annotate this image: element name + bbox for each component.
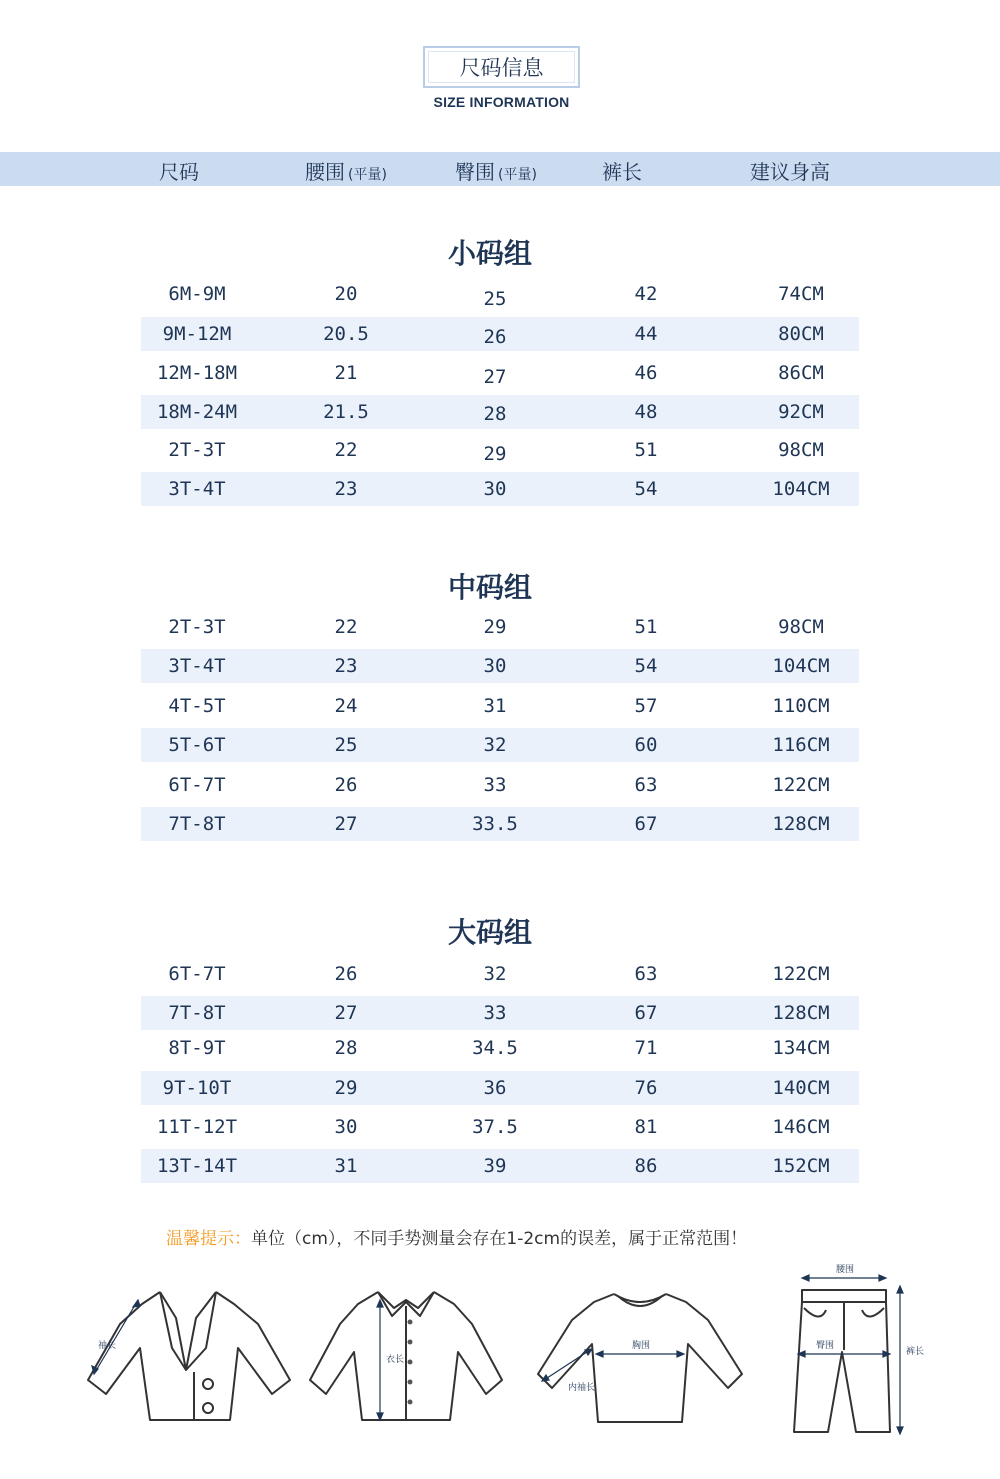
hip-cell: 30: [483, 655, 507, 677]
height-cell: 146CM: [772, 1116, 830, 1138]
size-cell: 11T-12T: [156, 1116, 238, 1138]
hip-cell: 27: [483, 366, 507, 388]
table-row: [141, 1071, 859, 1105]
waist-cell: 27: [334, 1002, 358, 1024]
waist-label: 腰围: [305, 160, 345, 184]
waist-cell: 23: [334, 478, 358, 500]
sleeve-length-label: 袖长: [98, 1341, 117, 1351]
coat-length-label: 衣长: [386, 1355, 405, 1365]
height-cell: 86CM: [778, 362, 824, 384]
page-title-text: 尺码信息: [459, 56, 544, 80]
length-cell: 60: [634, 734, 658, 756]
size-cell: 8T-9T: [168, 1037, 226, 1059]
height-cell: 128CM: [772, 813, 830, 835]
tip-text: 单位（cm），不同手势测量会存在1-2cm的误差，属于正常范围！: [251, 1229, 748, 1249]
waist-cell: 21: [334, 362, 358, 384]
height-cell: 74CM: [778, 283, 824, 305]
table-row: [141, 768, 859, 802]
height-cell: 104CM: [772, 478, 830, 500]
hip-cell: 29: [483, 443, 507, 465]
table-row: [141, 957, 859, 991]
tee-illustration: [532, 1262, 752, 1432]
waist-cell: 26: [334, 774, 358, 796]
height-cell: 128CM: [772, 1002, 830, 1024]
table-row: [141, 356, 859, 390]
hip-cell: 32: [483, 734, 507, 756]
table-row: [141, 610, 859, 644]
waist-cell: 25: [334, 734, 358, 756]
size-cell: 9T-10T: [162, 1077, 232, 1099]
length-cell: 63: [634, 963, 658, 985]
column-header-height: 建议身高: [750, 160, 830, 184]
waist-note: (平量): [348, 167, 387, 183]
size-cell: 7T-8T: [168, 813, 226, 835]
chest-label: 胸围: [632, 1341, 651, 1351]
hip-cell: 39: [483, 1155, 507, 1177]
waist-cell: 30: [334, 1116, 358, 1138]
shirt-illustration: [306, 1262, 506, 1432]
jacket-illustration: [82, 1262, 302, 1432]
pants-length-label: 裤长: [906, 1347, 925, 1357]
hip-cell: 34.5: [472, 1037, 518, 1059]
table-row: [141, 728, 859, 762]
hip-cell: 36: [483, 1077, 507, 1099]
size-cell: 4T-5T: [168, 695, 226, 717]
height-cell: 140CM: [772, 1077, 830, 1099]
waist-cell: 22: [334, 439, 358, 461]
page-title: [423, 46, 580, 88]
table-row: [141, 996, 859, 1030]
tshirt-icon: [532, 1262, 752, 1432]
waist-cell: 31: [334, 1155, 358, 1177]
length-cell: 51: [634, 616, 658, 638]
length-cell: 63: [634, 774, 658, 796]
length-cell: 54: [634, 478, 658, 500]
hip-cell: 28: [483, 403, 507, 425]
waist-cell: 20.5: [323, 323, 369, 345]
waist-label-illus: 腰围: [836, 1265, 855, 1275]
column-header-waist: [305, 156, 387, 185]
height-cell: 134CM: [772, 1037, 830, 1059]
column-header-size: 尺码: [159, 160, 199, 184]
hip-cell: 31: [483, 695, 507, 717]
height-cell: 116CM: [772, 734, 830, 756]
length-cell: 57: [634, 695, 658, 717]
length-cell: 81: [634, 1116, 658, 1138]
waist-cell: 27: [334, 813, 358, 835]
column-header-length: 裤长: [602, 160, 642, 184]
group-title-large: 大码组: [447, 916, 532, 949]
height-cell: 152CM: [772, 1155, 830, 1177]
column-header-band: [0, 152, 1000, 186]
size-cell: 13T-14T: [156, 1155, 238, 1177]
size-cell: 6M-9M: [168, 283, 226, 305]
table-row: [141, 433, 859, 467]
size-cell: 9M-12M: [162, 323, 232, 345]
size-cell: 3T-4T: [168, 655, 226, 677]
size-cell: 12M-18M: [156, 362, 238, 384]
table-row: [141, 689, 859, 723]
waist-cell: 26: [334, 963, 358, 985]
length-cell: 46: [634, 362, 658, 384]
length-cell: 51: [634, 439, 658, 461]
height-cell: 98CM: [778, 616, 824, 638]
inner-sleeve-label: 内袖长: [568, 1383, 596, 1393]
shirt-icon: [306, 1262, 506, 1432]
group-title-medium: 中码组: [447, 571, 532, 604]
tip-lead: 温馨提示：: [166, 1229, 251, 1249]
waist-cell: 22: [334, 616, 358, 638]
hip-cell: 26: [483, 326, 507, 348]
pants-illustration: [780, 1262, 940, 1442]
length-cell: 54: [634, 655, 658, 677]
jacket-icon: [82, 1262, 302, 1432]
hip-cell: 32: [483, 963, 507, 985]
table-row: [141, 1031, 859, 1065]
hip-cell: 25: [483, 288, 507, 310]
measurement-tip: [166, 1224, 747, 1249]
length-cell: 67: [634, 1002, 658, 1024]
table-row: [141, 317, 859, 351]
length-cell: 86: [634, 1155, 658, 1177]
group-title-small: 小码组: [447, 237, 532, 270]
length-cell: 44: [634, 323, 658, 345]
hip-cell: 33: [483, 774, 507, 796]
length-cell: 48: [634, 401, 658, 423]
column-header-hip: [455, 156, 537, 185]
height-cell: 92CM: [778, 401, 824, 423]
hip-cell: 29: [483, 616, 507, 638]
length-cell: 71: [634, 1037, 658, 1059]
waist-cell: 24: [334, 695, 358, 717]
waist-cell: 20: [334, 283, 358, 305]
size-cell: 5T-6T: [168, 734, 226, 756]
height-cell: 122CM: [772, 774, 830, 796]
table-row: [141, 807, 859, 841]
waist-cell: 29: [334, 1077, 358, 1099]
hip-note: (平量): [498, 167, 537, 183]
height-cell: 110CM: [772, 695, 830, 717]
size-cell: 3T-4T: [168, 478, 226, 500]
table-row: [141, 277, 859, 311]
waist-cell: 21.5: [323, 401, 369, 423]
length-cell: 76: [634, 1077, 658, 1099]
hip-label-illus: 臀围: [816, 1341, 835, 1351]
size-cell: 7T-8T: [168, 1002, 226, 1024]
height-cell: 98CM: [778, 439, 824, 461]
table-row: [141, 395, 859, 429]
length-cell: 42: [634, 283, 658, 305]
waist-cell: 28: [334, 1037, 358, 1059]
hip-label: 臀围: [455, 160, 495, 184]
hip-cell: 33.5: [472, 813, 518, 835]
size-cell: 6T-7T: [168, 774, 226, 796]
table-row: [141, 649, 859, 683]
table-row: [141, 1149, 859, 1183]
size-cell: 2T-3T: [168, 439, 226, 461]
hip-cell: 30: [483, 478, 507, 500]
size-cell: 18M-24M: [156, 401, 238, 423]
height-cell: 104CM: [772, 655, 830, 677]
height-cell: 122CM: [772, 963, 830, 985]
size-cell: 2T-3T: [168, 616, 226, 638]
hip-cell: 37.5: [472, 1116, 518, 1138]
pants-icon: [780, 1262, 940, 1442]
size-cell: 6T-7T: [168, 963, 226, 985]
hip-cell: 33: [483, 1002, 507, 1024]
table-row: [141, 1110, 859, 1144]
page-subtitle: SIZE INFORMATION: [433, 94, 570, 110]
height-cell: 80CM: [778, 323, 824, 345]
length-cell: 67: [634, 813, 658, 835]
table-row: [141, 472, 859, 506]
waist-cell: 23: [334, 655, 358, 677]
